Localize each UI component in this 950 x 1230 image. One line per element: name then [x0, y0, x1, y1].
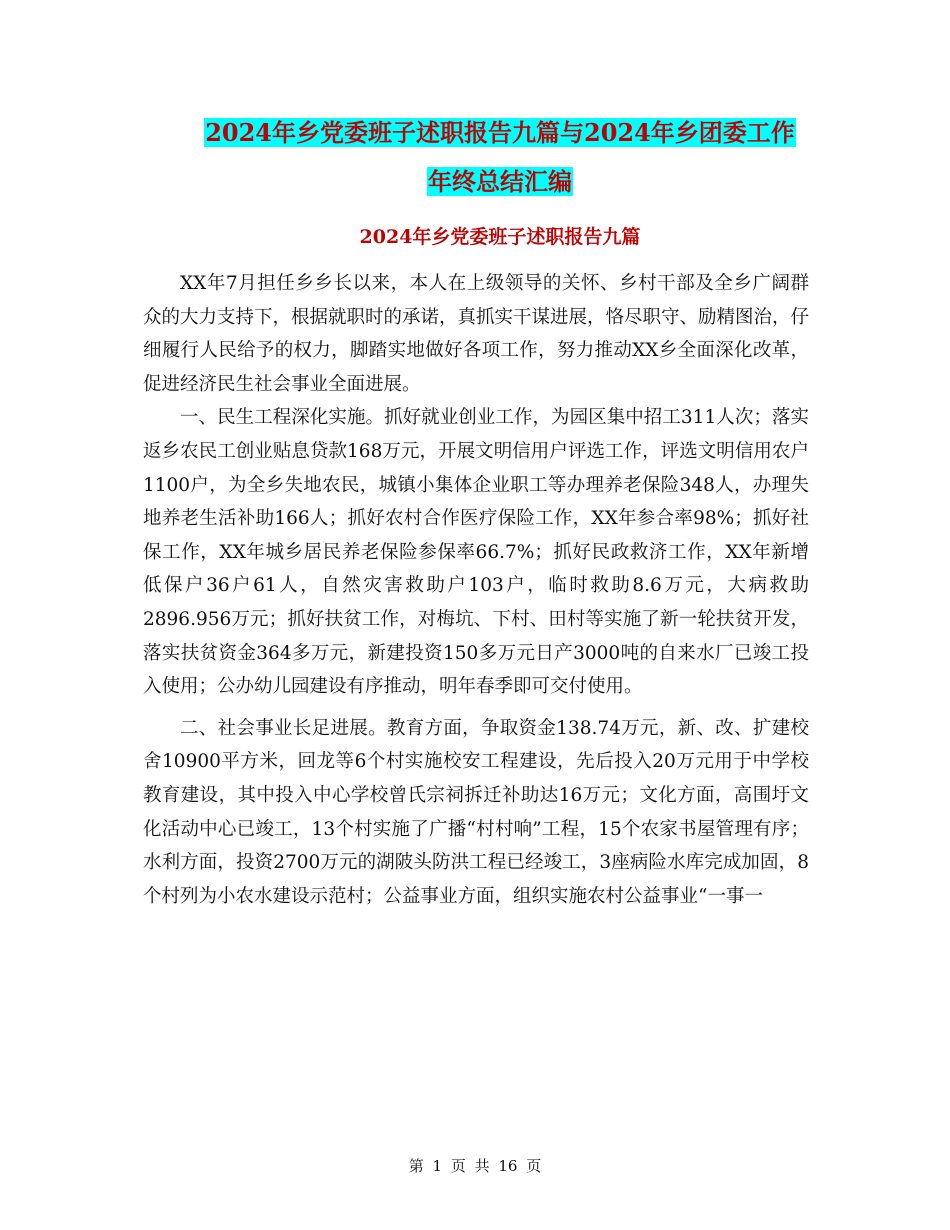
document-title-line-1: 2024年乡党委班子述职报告九篇与2024年乡团委工作 [205, 118, 795, 147]
document-body [143, 267, 809, 913]
paragraph-livelihood: 一、民生工程深化实施。抓好就业创业工作，为园区集中招工311人次；落实返乡农民工创业贴息贷款168万元，开展文明信用户评选工作，评选文明信用农户1100户，为全乡失地农民，城镇小集体企业职工等办理养老保险348人，办理失地养老生活补助166人；抓好农村合作医疗保险工作，XX年参合率98%；抓好社保工作，XX年城乡居民养老保险参保率66.7%；抓好民政救济工作，XX年新增低保户36户61人，自然灾害救助户103户，临时救助8.6万元，大病救助2896.956万元；抓好扶贫工作，对梅坑、下村、田村等实施了新一轮扶贫开发，落实扶贫资金364多万元，新建投资150多万元日产3000吨的自来水厂已竣工投入使用；公办幼儿园建设有序推动，明年春季即可交付使用。 [143, 407, 809, 698]
paragraph-intro: XX年7月担任乡乡长以来，本人在上级领导的关怀、乡村干部及全乡广阔群众的大力支持下，根据就职时的承诺，真抓实干谋进展，恪尽职守、励精图治，仔细履行人民给予的权力，脚踏实地做好各项工作，努力推动XX乡全面深化改革，促进经济民生社会事业全面进展。 [143, 273, 810, 395]
paragraph-social-affairs: 二、社会事业长足进展。教育方面，争取资金138.74万元，新、改、扩建校舍10900平方米，回龙等6个村实施校安工程建设，先后投入20万元用于中学校教育建设，其中投入中心学校曾氏宗祠拆迁补助达16万元；文化方面，高围圩文化活动中心已竣工，13个村实施了广播“村村响”工程，15个农家书屋管理有序；水利方面，投资2700万元的湖陂头防洪工程已经竣工，3座病险水库完成加固，8个村列为小农水建设示范村；公益事业方面，组织实施农村公益事业“一事一 [143, 717, 809, 907]
document-title [150, 108, 850, 206]
section-heading: 2024年乡党委班子述职报告九篇 [359, 226, 641, 248]
page-number-footer: 第 1 页 共 16 页 [408, 1157, 542, 1175]
document-title-line-2: 年终总结汇编 [428, 167, 572, 196]
